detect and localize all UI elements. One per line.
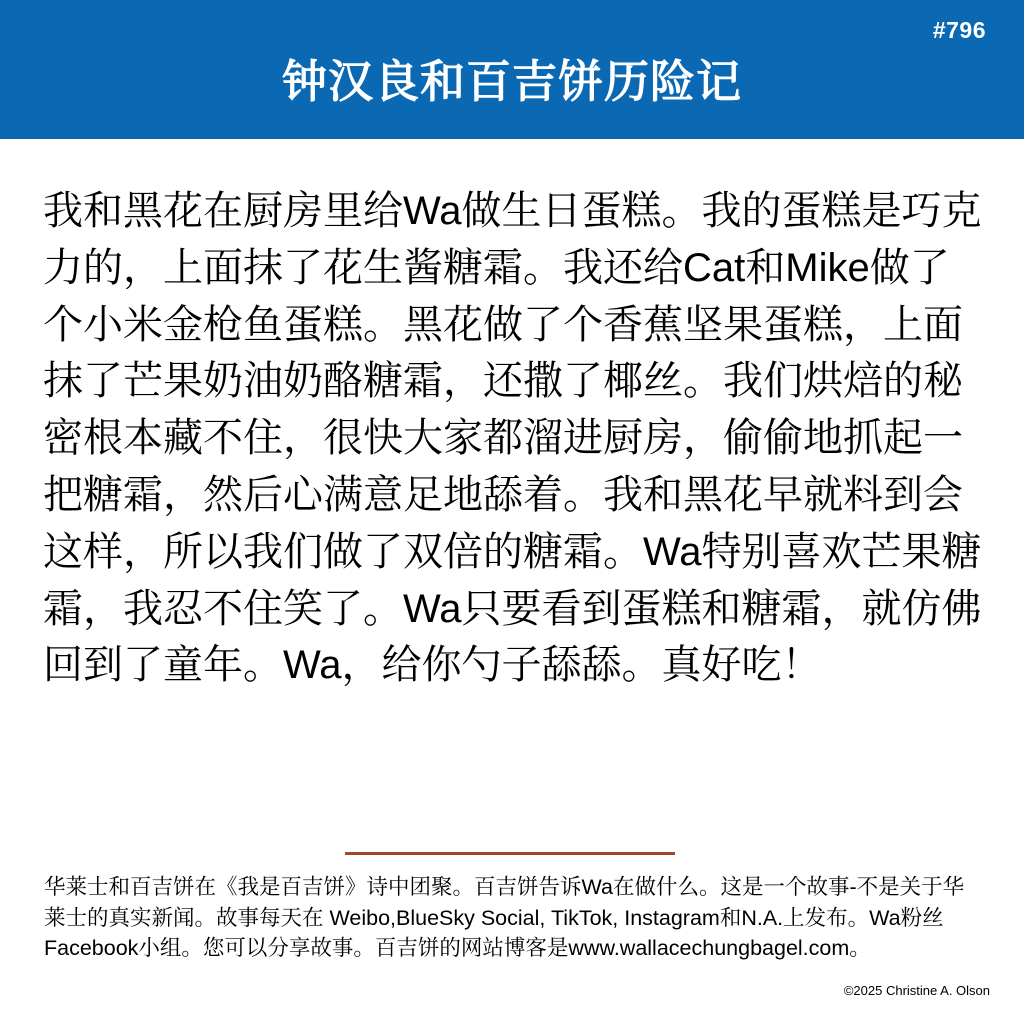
page-title: 钟汉良和百吉饼历险记 [281, 56, 742, 107]
header-band [0, 0, 1024, 139]
story-body: 我和黑花在厨房里给Wa做生日蛋糕。我的蛋糕是巧克力的，上面抹了花生酱糖霜。我还给Cat和Mike做了个小米金枪鱼蛋糕。黑花做了个香蕉坚果蛋糕，上面抹了芒果奶油奶酪糖霜，还撒了椰丝。我们烘焙的秘密根本藏不住，很快大家都溜进厨房，偷偷地抓起一把糖霜，然后心满意足地舔着。我和黑花早就料到会这样，所以我们做了双倍的糖霜。Wa特别喜欢芒果糖霜，我忍不住笑了。Wa只要看到蛋糕和糖霜，就仿佛回到了童年。Wa，给你勺子舔舔。真好吃！ [43, 189, 982, 688]
footer-note: 华莱士和百吉饼在《我是百吉饼》诗中团聚。百吉饼告诉Wa在做什么。这是一个故事-不是关于华莱士的真实新闻。故事每天在 Weibo,BlueSky Social, TikTok, Instagram和N.A.上发布。Wa粉丝Facebook小组。您可以分享故事。百吉饼的网站博客是www.wallacechungbagel.com。 [44, 875, 965, 961]
copyright-notice: ©2025 Christine A. Olson [843, 983, 990, 998]
issue-number: #796 [932, 17, 986, 43]
footer-divider [345, 852, 675, 855]
